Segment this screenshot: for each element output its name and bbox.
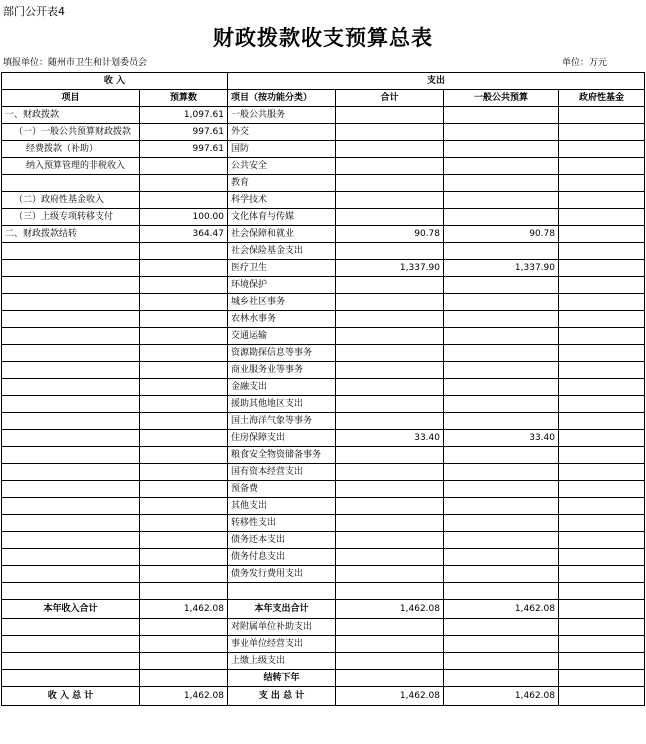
income-value xyxy=(140,583,228,600)
income-value xyxy=(140,413,228,430)
expense-general xyxy=(444,447,559,464)
income-value xyxy=(140,362,228,379)
expense-general: 33.40 xyxy=(444,430,559,447)
expense-item: 债务付息支出 xyxy=(228,549,336,566)
income-item xyxy=(2,619,140,636)
expense-fund xyxy=(559,175,645,192)
expense-fund xyxy=(559,396,645,413)
income-item xyxy=(2,498,140,515)
expense-fund xyxy=(559,294,645,311)
income-item: 纳入预算管理的非税收入 xyxy=(2,158,140,175)
expense-total xyxy=(336,345,444,362)
income-value: 997.61 xyxy=(140,124,228,141)
income-item: （二）政府性基金收入 xyxy=(2,192,140,209)
table-row xyxy=(2,413,645,430)
table-row xyxy=(2,396,645,413)
expense-general xyxy=(444,549,559,566)
expense-fund xyxy=(559,362,645,379)
income-item xyxy=(2,362,140,379)
expense-general xyxy=(444,619,559,636)
income-value: 100.00 xyxy=(140,209,228,226)
income-item xyxy=(2,670,140,687)
income-value xyxy=(140,175,228,192)
expense-general xyxy=(444,583,559,600)
table-row xyxy=(2,532,645,549)
income-item: （三）上级专项转移支付 xyxy=(2,209,140,226)
table-row xyxy=(2,619,645,636)
table-row xyxy=(2,175,645,192)
expense-item: 城乡社区事务 xyxy=(228,294,336,311)
expense-total xyxy=(336,158,444,175)
expense-item: 社会保障和就业 xyxy=(228,226,336,243)
expense-general xyxy=(444,481,559,498)
expense-general xyxy=(444,498,559,515)
income-value xyxy=(140,158,228,175)
income-value xyxy=(140,345,228,362)
expense-total xyxy=(336,396,444,413)
expense-general xyxy=(444,362,559,379)
income-item xyxy=(2,583,140,600)
expense-general xyxy=(444,464,559,481)
table-row xyxy=(2,294,645,311)
income-item: 二、财政拨款结转 xyxy=(2,226,140,243)
table-row xyxy=(2,583,645,600)
expense-total xyxy=(336,192,444,209)
filling-unit: 填报单位：随州市卫生和计划委员会 xyxy=(3,58,148,68)
expense-fund xyxy=(559,107,645,124)
income-item xyxy=(2,260,140,277)
expense-fund xyxy=(559,619,645,636)
expense-fund xyxy=(559,447,645,464)
expense-item: 国有资本经营支出 xyxy=(228,464,336,481)
income-item xyxy=(2,549,140,566)
table-row xyxy=(2,566,645,583)
expense-grand-general: 1,462.08 xyxy=(444,687,559,706)
expense-general xyxy=(444,107,559,124)
expense-total xyxy=(336,328,444,345)
table-row xyxy=(2,549,645,566)
income-item xyxy=(2,311,140,328)
table-row xyxy=(2,670,645,687)
expense-item: 环境保护 xyxy=(228,277,336,294)
expense-item: 粮食安全物资储备事务 xyxy=(228,447,336,464)
income-value xyxy=(140,396,228,413)
expense-item: 国土海洋气象等事务 xyxy=(228,413,336,430)
expense-total xyxy=(336,243,444,260)
table-row xyxy=(2,124,645,141)
expense-total: 90.78 xyxy=(336,226,444,243)
expense-fund xyxy=(559,481,645,498)
income-item xyxy=(2,430,140,447)
expense-general xyxy=(444,636,559,653)
col-func-item: 项目（按功能分类） xyxy=(228,90,336,107)
expense-fund xyxy=(559,277,645,294)
expense-fund xyxy=(559,532,645,549)
income-item xyxy=(2,653,140,670)
income-item xyxy=(2,243,140,260)
table-row xyxy=(2,362,645,379)
table-row xyxy=(2,481,645,498)
income-value xyxy=(140,566,228,583)
expense-total xyxy=(336,549,444,566)
income-value xyxy=(140,277,228,294)
income-item: 经费拨款（补助） xyxy=(2,141,140,158)
budget-table xyxy=(1,72,645,706)
income-item xyxy=(2,175,140,192)
expense-fund xyxy=(559,141,645,158)
expense-item: 资源勘探信息等事务 xyxy=(228,345,336,362)
income-item xyxy=(2,481,140,498)
col-fund: 政府性基金 xyxy=(559,90,645,107)
income-value xyxy=(140,328,228,345)
col-general: 一般公共预算 xyxy=(444,90,559,107)
income-value xyxy=(140,243,228,260)
col-budget: 预算数 xyxy=(140,90,228,107)
income-value xyxy=(140,481,228,498)
expense-item: 文化体育与传媒 xyxy=(228,209,336,226)
income-value xyxy=(140,636,228,653)
income-value xyxy=(140,294,228,311)
expense-general: 1,337.90 xyxy=(444,260,559,277)
income-value xyxy=(140,670,228,687)
expense-fund xyxy=(559,653,645,670)
expense-general xyxy=(444,294,559,311)
income-value xyxy=(140,192,228,209)
expense-total-sum: 1,462.08 xyxy=(336,600,444,619)
table-row xyxy=(2,107,645,124)
income-item xyxy=(2,277,140,294)
income-value: 364.47 xyxy=(140,226,228,243)
table-row xyxy=(2,209,645,226)
table-row xyxy=(2,260,645,277)
expense-general xyxy=(444,277,559,294)
expense-total xyxy=(336,379,444,396)
income-item xyxy=(2,345,140,362)
expense-general xyxy=(444,670,559,687)
expense-general xyxy=(444,413,559,430)
expense-item: 上缴上级支出 xyxy=(228,653,336,670)
expense-general xyxy=(444,243,559,260)
expense-total: 33.40 xyxy=(336,430,444,447)
expense-item: 外交 xyxy=(228,124,336,141)
income-item xyxy=(2,294,140,311)
col-item: 项目 xyxy=(2,90,140,107)
grand-total-row xyxy=(2,687,645,706)
total-row xyxy=(2,600,645,619)
expense-fund xyxy=(559,243,645,260)
expense-fund xyxy=(559,226,645,243)
table-row xyxy=(2,141,645,158)
expense-item: 援助其他地区支出 xyxy=(228,396,336,413)
income-value: 997.61 xyxy=(140,141,228,158)
expense-total xyxy=(336,515,444,532)
expense-total xyxy=(336,481,444,498)
income-value xyxy=(140,515,228,532)
income-item xyxy=(2,464,140,481)
expense-fund xyxy=(559,498,645,515)
expense-general xyxy=(444,345,559,362)
table-row xyxy=(2,158,645,175)
expense-fund xyxy=(559,379,645,396)
expense-item: 科学技术 xyxy=(228,192,336,209)
income-value xyxy=(140,447,228,464)
expense-grand-label: 支 出 总 计 xyxy=(228,687,336,706)
expense-total xyxy=(336,447,444,464)
expense-general: 90.78 xyxy=(444,226,559,243)
expense-general xyxy=(444,175,559,192)
table-row xyxy=(2,636,645,653)
expense-general xyxy=(444,311,559,328)
page-title: 财政拨款收支预算总表 xyxy=(213,25,433,50)
expense-total xyxy=(336,653,444,670)
expense-total xyxy=(336,670,444,687)
expense-general xyxy=(444,532,559,549)
table-row xyxy=(2,447,645,464)
expense-total xyxy=(336,277,444,294)
expense-general xyxy=(444,396,559,413)
income-value xyxy=(140,379,228,396)
table-row xyxy=(2,653,645,670)
expense-grand-fund xyxy=(559,687,645,706)
expense-item: 医疗卫生 xyxy=(228,260,336,277)
table-row xyxy=(2,277,645,294)
income-grand-label: 收 入 总 计 xyxy=(2,687,140,706)
income-value xyxy=(140,498,228,515)
income-item xyxy=(2,447,140,464)
table-row xyxy=(2,243,645,260)
income-item xyxy=(2,379,140,396)
expense-general xyxy=(444,566,559,583)
expense-item: 金融支出 xyxy=(228,379,336,396)
expense-item: 对附属单位补助支出 xyxy=(228,619,336,636)
expense-general xyxy=(444,209,559,226)
expense-fund xyxy=(559,311,645,328)
expense-total xyxy=(336,498,444,515)
expense-fund xyxy=(559,158,645,175)
expense-general xyxy=(444,192,559,209)
expense-fund xyxy=(559,192,645,209)
income-total-label: 本年收入合计 xyxy=(2,600,140,619)
expense-general xyxy=(444,141,559,158)
expense-item: 转移性支出 xyxy=(228,515,336,532)
expense-total xyxy=(336,566,444,583)
income-value xyxy=(140,619,228,636)
expense-fund xyxy=(559,430,645,447)
table-number-label: 部门公开表4 xyxy=(3,5,65,18)
expense-general xyxy=(444,379,559,396)
expense-fund xyxy=(559,124,645,141)
income-value xyxy=(140,549,228,566)
income-item xyxy=(2,532,140,549)
table-row xyxy=(2,464,645,481)
expense-item: 公共安全 xyxy=(228,158,336,175)
expense-total xyxy=(336,294,444,311)
expense-fund xyxy=(559,515,645,532)
table-row xyxy=(2,379,645,396)
table-row xyxy=(2,311,645,328)
expense-general xyxy=(444,158,559,175)
income-item xyxy=(2,328,140,345)
expense-fund xyxy=(559,583,645,600)
expense-item: 债务还本支出 xyxy=(228,532,336,549)
expense-total xyxy=(336,464,444,481)
expense-total xyxy=(336,175,444,192)
expense-general xyxy=(444,124,559,141)
expense-item: 事业单位经营支出 xyxy=(228,636,336,653)
expense-total xyxy=(336,141,444,158)
expense-general xyxy=(444,328,559,345)
expense-total xyxy=(336,583,444,600)
income-total-value: 1,462.08 xyxy=(140,600,228,619)
expense-fund xyxy=(559,328,645,345)
income-header: 收 入 xyxy=(2,73,228,90)
expense-total xyxy=(336,532,444,549)
table-row xyxy=(2,192,645,209)
table-row xyxy=(2,345,645,362)
expense-item: 教育 xyxy=(228,175,336,192)
table-row xyxy=(2,430,645,447)
expense-general xyxy=(444,653,559,670)
expense-item: 预备费 xyxy=(228,481,336,498)
expense-total xyxy=(336,107,444,124)
expense-total xyxy=(336,413,444,430)
expense-item: 结转下年 xyxy=(228,670,336,687)
expense-total xyxy=(336,636,444,653)
income-item xyxy=(2,636,140,653)
expense-total: 1,337.90 xyxy=(336,260,444,277)
expense-item: 交通运输 xyxy=(228,328,336,345)
income-value: 1,097.61 xyxy=(140,107,228,124)
expense-general xyxy=(444,515,559,532)
income-value xyxy=(140,532,228,549)
income-item xyxy=(2,413,140,430)
income-item: 一、财政拨款 xyxy=(2,107,140,124)
expense-item: 商业服务业等事务 xyxy=(228,362,336,379)
expense-item: 农林水事务 xyxy=(228,311,336,328)
expense-item: 国防 xyxy=(228,141,336,158)
table-row xyxy=(2,226,645,243)
expense-fund xyxy=(559,345,645,362)
income-value xyxy=(140,653,228,670)
income-item: （一）一般公共预算财政拨款 xyxy=(2,124,140,141)
expense-total xyxy=(336,362,444,379)
expense-total xyxy=(336,311,444,328)
expense-item: 住房保障支出 xyxy=(228,430,336,447)
expense-fund xyxy=(559,549,645,566)
expense-grand-sum: 1,462.08 xyxy=(336,687,444,706)
currency-unit: 单位：万元 xyxy=(562,58,608,68)
expense-item: 社会保险基金支出 xyxy=(228,243,336,260)
expense-fund xyxy=(559,566,645,583)
income-value xyxy=(140,464,228,481)
expense-item: 债务发行费用支出 xyxy=(228,566,336,583)
income-item xyxy=(2,515,140,532)
expense-total xyxy=(336,619,444,636)
income-item xyxy=(2,396,140,413)
expense-total xyxy=(336,209,444,226)
col-total: 合计 xyxy=(336,90,444,107)
expense-fund xyxy=(559,209,645,226)
table-row xyxy=(2,498,645,515)
income-value xyxy=(140,430,228,447)
expense-fund xyxy=(559,464,645,481)
expense-total-fund xyxy=(559,600,645,619)
table-row xyxy=(2,328,645,345)
income-grand-value: 1,462.08 xyxy=(140,687,228,706)
expense-total-label: 本年支出合计 xyxy=(228,600,336,619)
expense-fund xyxy=(559,670,645,687)
expense-item: 其他支出 xyxy=(228,498,336,515)
table-row xyxy=(2,515,645,532)
expense-fund xyxy=(559,636,645,653)
expense-header: 支出 xyxy=(228,73,645,90)
expense-item xyxy=(228,583,336,600)
expense-fund xyxy=(559,260,645,277)
income-value xyxy=(140,260,228,277)
expense-fund xyxy=(559,413,645,430)
expense-total-general: 1,462.08 xyxy=(444,600,559,619)
income-item xyxy=(2,566,140,583)
income-value xyxy=(140,311,228,328)
expense-item: 一般公共服务 xyxy=(228,107,336,124)
expense-total xyxy=(336,124,444,141)
